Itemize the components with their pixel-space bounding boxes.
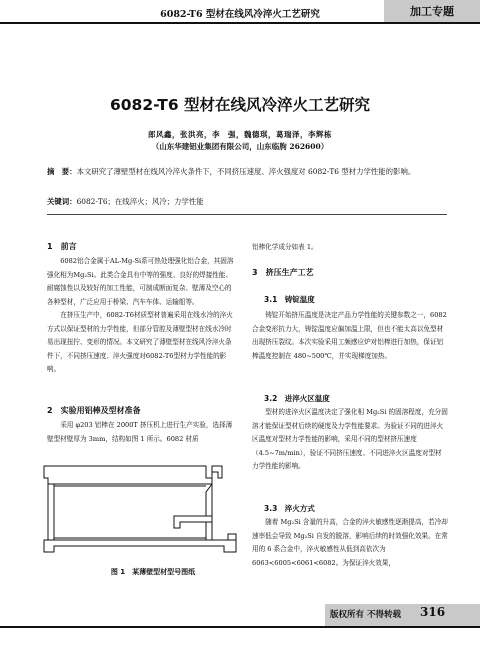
paragraph: 在挤压生产中，6082-T6材质型材普遍采用在线水冷的淬火方式以保证型材的力学性能，但部分管腔及薄壁型材在线水冷时易出现扭拧、变形的情况。本文研究了薄壁型材在线风冷淬火条件下，不同挤压速度、淬火强度对6082-T6型材力学性能的影响。 (47, 311, 233, 373)
section-3-1-heading: 3.1 铸锭温度 (264, 295, 315, 304)
page-title: 6082-T6 型材在线风冷淬火工艺研究 (109, 96, 371, 114)
paragraph: 采用 φ203 铝棒在 2000T 挤压机上进行生产实验，选择薄壁型材壁厚为 3mm，结构如图 1 所示。6082 材质 (47, 421, 233, 443)
section-3-1-body (252, 309, 448, 363)
section-3-heading: 3 挤压生产工艺 (252, 268, 314, 277)
paragraph: 随着 Mg₂Si 含量的升高，合金的淬火敏感性逐渐提高，若冷却速率低会导致 Mg₂Si 自发的脱溶，影响后续的时效强化效果。在常用的 6 系合金中，淬火敏感性从低到高依次为 6063<6005<6061<6082。为保证淬火效果， (252, 518, 448, 567)
keywords-label: 关键词： (47, 197, 77, 206)
figure-1-caption: 图 1 某薄壁型材型号图纸 (110, 568, 196, 576)
keywords-text: 6082-T6；在线淬火；风冷；力学性能 (76, 197, 204, 206)
figure-1-profile-drawing (36, 456, 242, 564)
running-title: 6082-T6 型材在线风冷淬火工艺研究 (160, 9, 320, 20)
column-name: 加工专题 (410, 5, 454, 18)
section-3-3-body (252, 516, 448, 570)
copyright-notice: 版权所有 不得转载 (330, 610, 401, 620)
section-2-heading: 2 实验用铝棒及型材准备 (47, 406, 141, 415)
paragraph: 铝棒化学成分如表 1。 (252, 243, 318, 251)
section-divider (47, 214, 447, 215)
section-2-body (47, 419, 237, 446)
abstract-text: 本文研究了薄壁型材在线风冷淬火条件下，不同挤压速度、淬火强度对 6082-T6 型材力学性能的影响。 (76, 167, 416, 176)
abstract (47, 165, 447, 178)
header-rule (0, 22, 480, 24)
section-3-3-heading: 3.3 淬火方式 (264, 504, 315, 513)
page-number: 316 (420, 605, 446, 619)
affiliation: （山东华建铝业集团有限公司，山东临朐 262600） (151, 142, 329, 151)
section-1-heading: 1 前言 (47, 242, 77, 251)
continued-text (252, 241, 448, 255)
section-3-2-body (252, 406, 448, 474)
keywords (47, 196, 447, 207)
paragraph: 铸锭开始挤压温度是决定产品力学性能的关键参数之一，6082合金变形抗力大，铸锭温度应偏加温上限，但也不能太高以免型材出现挤压裂纹。本次实验采用工频感应炉对铝棒进行加热，保证铝棒温度控制在 480~500℃，并实现梯度加热。 (252, 311, 447, 360)
paragraph: 型材的进淬火区温度决定了强化相 Mg₂Si 的固溶程度，充分固溶才能保证型材后续的硬度及力学性能要求。为验证不同的进淬火区温度对型材力学性能的影响，采用不同的型材挤压速度（4.5~7m/min），验证不同挤压速度、不同进淬火区温度对型材力学性能的影响。 (252, 408, 448, 470)
paragraph: 6082铝合金属于AL-Mg-Si系可热处理强化铝合金，其固溶强化相为Mg₂Si。此类合金具有中等的强度、良好的焊接性能、耐腐蚀性以及较好的加工性能，可制成断面复杂、壁薄及空心的各种型材，广泛应用于桥梁、汽车车体、运输船等。 (47, 257, 234, 306)
section-3-2-heading: 3.2 进淬火区温度 (264, 394, 330, 403)
section-1-body (47, 255, 237, 377)
authors: 郎风鑫，张洪亮，李 强，魏德琪，葛瑞泽，李辉栋 (148, 130, 332, 139)
footer-rule (0, 626, 480, 628)
abstract-label: 摘 要： (47, 167, 77, 176)
